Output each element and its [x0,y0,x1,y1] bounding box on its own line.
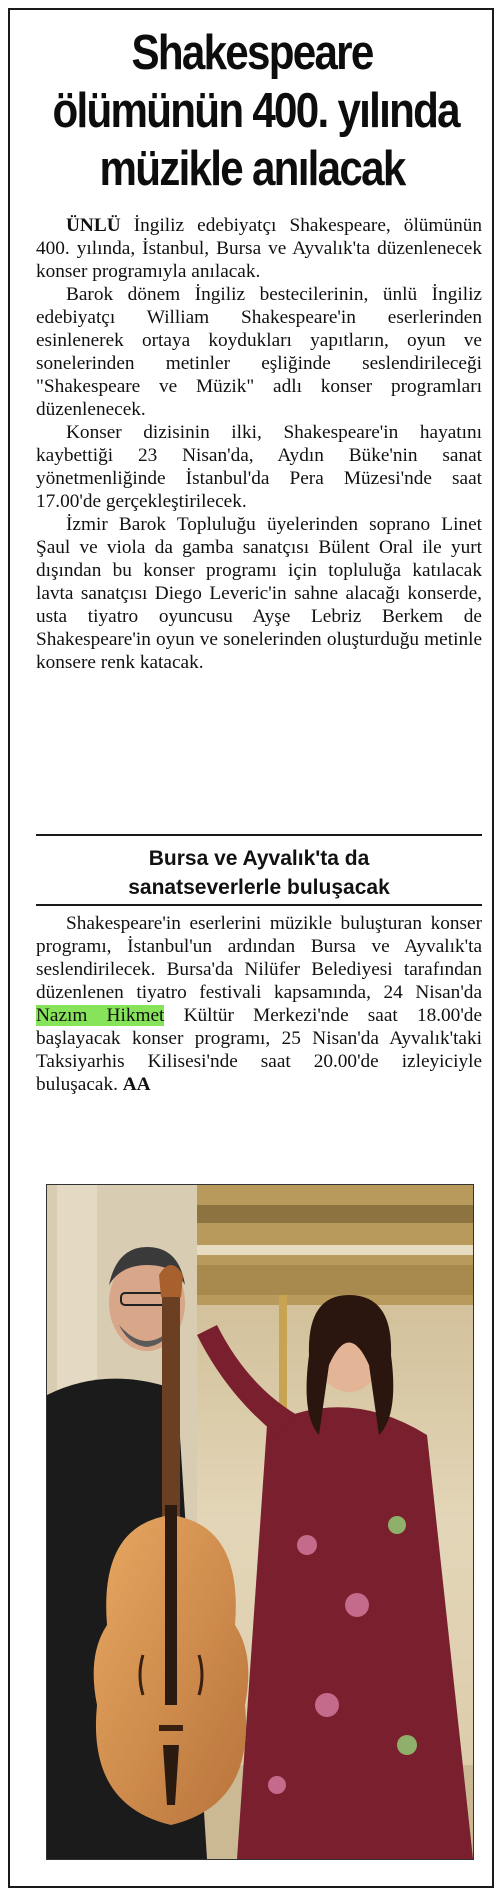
paragraph-5-text-b: Kültür Merkezi'nde saat 18.00'de başlayacak konser programı, 25 Nisan'da Ayvalık'taki Taksiyarhis Kilisesi'nde saat 20.00'de izleyiciyle buluşacak. [36,1005,482,1095]
subheading-line-2: sanatseverlerle buluşacak [128,876,390,899]
highlighted-name: Nazım Hikmet [36,1005,165,1026]
intro-body [36,214,482,674]
headline [52,24,459,198]
paragraph-1-text: İngiliz edebiyatçı Shakespeare, ölümünün 400. yılında, İstanbul, Bursa ve Ayvalık'ta düzenlenecek konser programıyla anılacak. [36,215,482,282]
instrument-fingerboard [165,1505,177,1705]
paragraph-5 [36,912,482,1096]
subheading-line-1: Bursa ve Ayvalık'ta da [148,847,370,870]
paragraph-3: Konser dizisinin ilki, Shakespeare'in hayatını kaybettiği 23 Nisan'da, Aydın Büke'nin sanat yönetmenliğinde İstanbul'da Pera Müzesi'nde saat 17.00'de gerçekleştirilecek. [36,422,482,512]
article-photo [46,1184,474,1860]
divider-bottom [36,904,482,906]
instrument-neck [162,1295,180,1535]
headline-line-1: Shakespeare [131,26,373,80]
paragraph-4: İzmir Barok Topluluğu üyelerinden soprano Linet Şaul ve viola da gamba sanatçısı Bülent Oral ile yurt dışından bu konser programı için topluluğa katılacak lavta sanatçısı Diego Leveric'in sahne alacağı konserde, usta tiyatro oyuncusu Ayşe Lebriz Berkem de Shakespeare'in oyun ve sonelerinden oluşturduğu metinle konsere renk katacak. [36,514,482,673]
headline-line-2: ölümünün 400. yılında [52,84,459,138]
paragraph-5-text-a: Shakespeare'in eserlerini müzikle buluşturan konser programı, İstanbul'un ardından Bursa ve Ayvalık'ta seslendirilecek. Bursa'da Nilüfer Belediyesi tarafından düzenlenen tiyatro festivali kapsamında, 24 Nisan'da [36,913,482,1003]
photo-illustration [47,1185,473,1859]
divider-top [36,834,482,836]
agency-signature: AA [122,1074,151,1095]
lead-word: ÜNLÜ [66,215,121,236]
candle-stand [279,1295,287,1415]
section-2-body [36,912,482,1096]
paragraph-1 [36,214,482,283]
paragraph-2: Barok dönem İngiliz bestecilerinin, ünlü İngiliz edebiyatçı William Shakespeare'in eserlerinden esinlenerek ortaya koydukları yapıtların, oyun ve sonelerinden metinler eşliğinde seslendirileceği "Shakespeare ve Müzik" adlı konser programları düzenlenecek. [36,284,482,420]
headline-line-3: müzikle anılacak [99,142,405,196]
subheading [36,844,482,902]
